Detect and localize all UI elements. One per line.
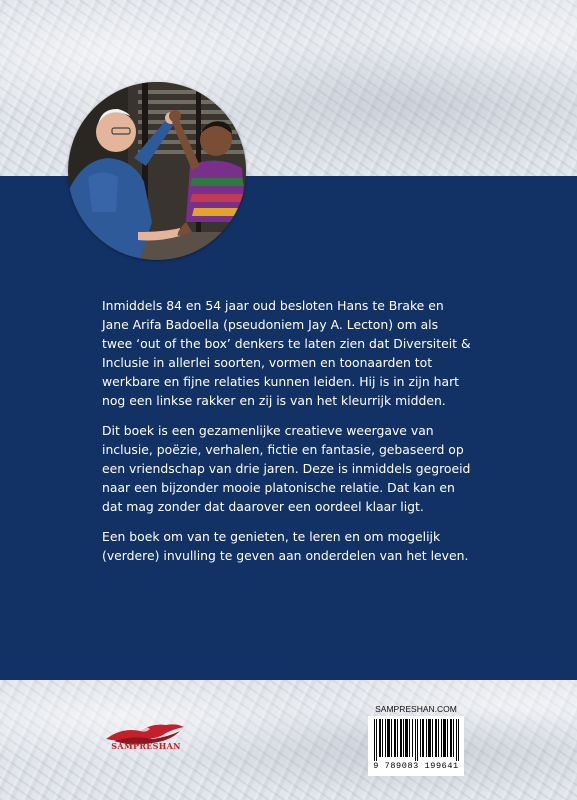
portrait-photo-icon <box>68 82 246 260</box>
publisher-name: SAMPRESHAN <box>111 741 181 751</box>
publisher-website: SAMPRESHAN.COM <box>375 704 457 714</box>
blurb-paragraph-2: Dit boek is een gezamenlijke creatieve weergave van inclusie, poëzie, verhalen, fictie en fantasie, gebaseerd op een vriendschap van drie jaren. Deze is inmiddels gegroeid naar een bijzonder mooie platonische relatie. Dat kan en dat mag zonder dat daarover een oordeel klaar ligt. <box>102 423 471 514</box>
isbn-number: 9 789083 199641 <box>373 761 459 771</box>
paper-texture-bottom <box>0 680 577 800</box>
blurb-paragraph-3: Een boek om van te genieten, te leren en om mogelijk (verdere) invulling te geven aan onderdelen van het leven. <box>102 529 469 563</box>
back-cover-blurb <box>102 296 472 576</box>
isbn-barcode <box>368 716 464 776</box>
author-photo <box>68 82 246 260</box>
blurb-paragraph-1: Inmiddels 84 en 54 jaar oud besloten Hans te Brake en Jane Arifa Badoella (pseudoniem Jay A. Lecton) om als twee ‘out of the box’ denkers te laten zien dat Diversiteit & Inclusie in allerlei soorten, vormen en toonaarden tot werkbare en fijne relaties kunnen leiden. Hij is in zijn hart nog een linkse rakker en zij is van het kleurrijk midden. <box>102 298 471 408</box>
barcode-icon <box>372 719 460 761</box>
bird-logo-icon <box>100 717 192 757</box>
